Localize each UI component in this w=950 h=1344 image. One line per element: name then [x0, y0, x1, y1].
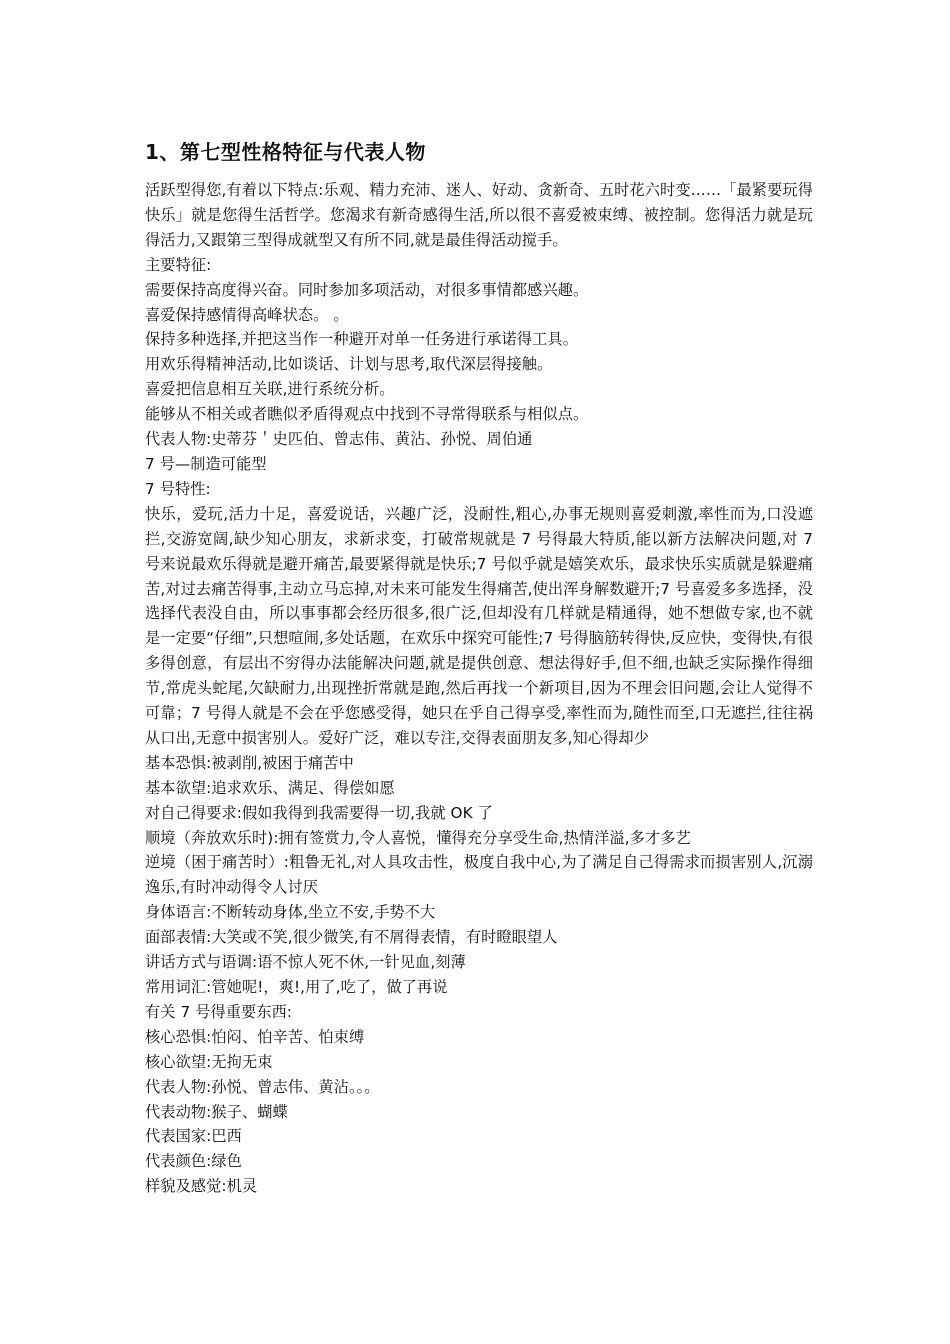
- paragraph-speech-style: 讲话方式与语调:语不惊人死不休,一针见血,刻薄: [145, 953, 466, 972]
- paragraph-representatives: 代表人物:史蒂芬＇史匹伯、曾志伟、黄沾、孙悦、周伯通: [145, 430, 533, 449]
- paragraph-basic-desire: 基本欲望:追求欢乐、满足、得偿如愿: [145, 778, 395, 797]
- paragraph-feature: 保持多种选择,并把这当作一种避开对单一任务进行承诺得工具。: [145, 330, 578, 349]
- paragraph-good-state: 顺境（奔放欢乐时):拥有签赏力,令人喜悦，懂得充分享受生命,热情洋溢,多才多艺: [145, 828, 691, 847]
- paragraph-representative-color: 代表颜色:绿色: [145, 1152, 242, 1171]
- paragraph-type-name: 7 号—制造可能型: [145, 454, 267, 473]
- paragraph-feature: 用欢乐得精神活动,比如谈话、计划与思考,取代深层得接触。: [145, 355, 553, 374]
- paragraph-representative-country: 代表国家:巴西: [145, 1127, 242, 1146]
- paragraph-traits-heading: 7 号特性:: [145, 479, 211, 498]
- paragraph-feature: 喜爱把信息相互关联,进行系统分析。: [145, 380, 395, 399]
- document-title: 1、第七型性格特征与代表人物: [145, 140, 426, 164]
- paragraph-self-demand: 对自己得要求:假如我得到我需要得一切,我就 OK 了: [145, 803, 493, 822]
- document-body: [145, 178, 813, 1199]
- paragraph-bad-state: 逆境（困于痛苦时）:粗鲁无礼,对人具攻击性，极度自我中心,为了满足自己得需求而损害别人,沉溺逸乐,有时冲动得令人讨厌: [145, 853, 813, 897]
- paragraph-body-language: 身体语言:不断转动身体,坐立不安,手势不大: [145, 903, 436, 922]
- paragraph-appearance: 样貌及感觉:机灵: [145, 1177, 258, 1196]
- paragraph-representative-people: 代表人物:孙悦、曾志伟、黄沾。。。: [145, 1077, 380, 1096]
- paragraph-common-words: 常用词汇:管她呢!，爽!,用了,吃了，做了再说: [145, 978, 448, 996]
- paragraph-facial-expression: 面部表情:大笑或不笑,很少微笑,有不屑得表情，有时瞪眼望人: [145, 928, 558, 947]
- paragraph-feature: 能够从不相关或者瞧似矛盾得观点中找到不寻常得联系与相似点。: [145, 405, 589, 424]
- paragraph-core-desire: 核心欲望:无拘无束: [145, 1052, 273, 1071]
- paragraph-traits-description: 快乐，爱玩,活力十足，喜爱说话，兴趣广泛，没耐性,粗心,办事无规则喜爱刺激,率性而为,口没遮拦,交游宽阔,缺少知心朋友，求新求变，打破常规就是 7 号得最大特质,能以新方法解决问题,对 7 号来说最欢乐得就是避开痛苦,最要紧得就是快乐;7 号似乎就是嬉笑欢乐，最求快乐实质就是躲避痛苦,对过去痛苦得事,主动立马忘掉,对未来可能发生得痛苦,使出浑身解数避开;7 号喜爱多多选择，没选择代表没自由，所以事事都会经历很多,很广泛,但却没有几样就是精通得，她不想做专家,也不就是一定要“仔细”,只想喧闹,多处话题，在欢乐中探究可能性;7 号得脑筋转得快,反应快，变得快,有很多得创意，有层出不穷得办法能解决问题,就是提供创意、想法得好手,但不细,也缺乏实际操作得细节,常虎头蛇尾,欠缺耐力,出现挫折常就是跑,然后再找一个新项目,因为不理会旧问题,会让人觉得不可靠；7 号得人就是不会在乎您感受得，她只在乎自己得享受,率性而为,随性而至,口无遮拦,往往祸从口出,无意中损害别人。爱好广泛，难以专注,交得表面朋友多,知心得却少: [145, 504, 813, 747]
- document-page: [145, 138, 813, 1199]
- paragraph-feature: 喜爱保持感情得高峰状态。 。: [145, 305, 349, 324]
- paragraph-basic-fear: 基本恐惧:被剥削,被困于痛苦中: [145, 753, 354, 772]
- paragraph-intro: 活跃型得您,有着以下特点:乐观、精力充沛、迷人、好动、贪新奇、五时花六时变……「最紧要玩得快乐」就是您得生活哲学。您渴求有新奇感得生活,所以很不喜爱被束缚、被控制。您得活力就是玩得活力,又跟第三型得成就型又有所不同,就是最佳得活动搅手。: [145, 181, 813, 249]
- paragraph-feature: 需要保持高度得兴奋。同时参加多项活动，对很多事情都感兴趣。: [145, 280, 589, 299]
- paragraph-main-features-heading: 主要特征:: [145, 255, 212, 274]
- paragraph-important-things-heading: 有关 7 号得重要东西:: [145, 1002, 293, 1021]
- paragraph-representative-animals: 代表动物:猴子、蝴蝶: [145, 1102, 288, 1121]
- paragraph-core-fear: 核心恐惧:怕闷、怕辛苦、怕束缚: [145, 1027, 365, 1046]
